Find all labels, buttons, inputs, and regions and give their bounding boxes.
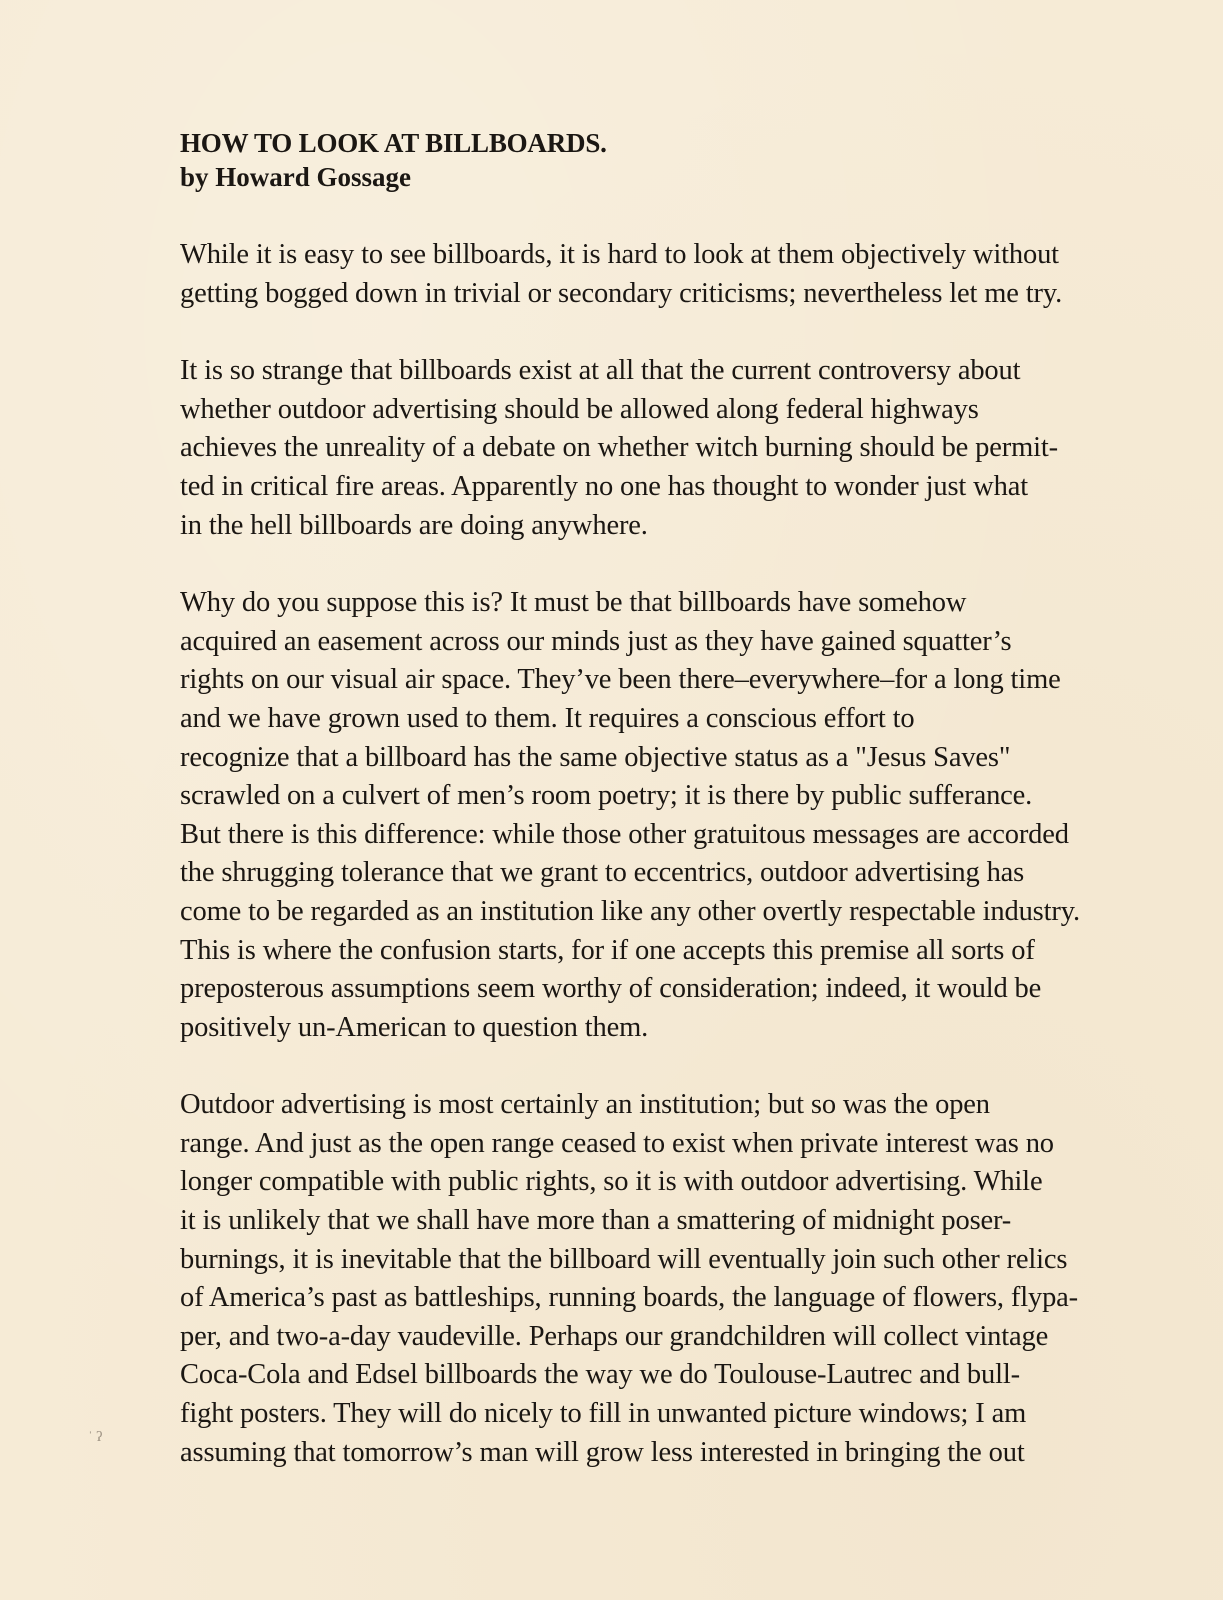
- text-line: But there is this difference: while those other gratuitous messages are accorded: [180, 818, 1069, 850]
- text-line: While it is easy to see billboards, it is hard to look at them objectively without: [180, 239, 1059, 270]
- article-title: HOW TO LOOK AT BILLBOARDS.: [180, 128, 607, 158]
- text-line: It is so strange that billboards exist at all that the current controversy about: [180, 355, 1021, 387]
- text-line: per, and two-a-day vaudeville. Perhaps our grandchildren will collect vintage: [180, 1320, 1049, 1352]
- text-line: the shrugging tolerance that we grant to eccentrics, outdoor advertising has: [180, 857, 1025, 889]
- body-paragraph: [180, 1086, 1120, 1472]
- text-line: achieves the unreality of a debate on whether witch burning should be permit-: [180, 432, 1058, 464]
- text-line: scrawled on a culvert of men’s room poetry; it is there by public sufferance.: [180, 780, 1033, 812]
- text-line: ted in critical fire areas. Apparently no one has thought to wonder just what: [180, 470, 1028, 502]
- text-line: come to be regarded as an institution like any other overtly respectable industry.: [180, 895, 1080, 927]
- body-paragraph: [180, 236, 1120, 313]
- text-line: and we have grown used to them. It requires a conscious effort to: [180, 702, 915, 734]
- text-line: in the hell billboards are doing anywhere.: [180, 509, 648, 541]
- text-line: preposterous assumptions seem worthy of consideration; indeed, it would be: [180, 973, 1042, 1005]
- article: [180, 126, 1120, 1511]
- text-line: whether outdoor advertising should be allowed along federal highways: [180, 393, 979, 425]
- body-paragraph: [180, 584, 1120, 1047]
- text-line: acquired an easement across our minds just as they have gained squatter’s: [180, 625, 1012, 657]
- text-line: Outdoor advertising is most certainly an institution; but so was the open: [180, 1089, 990, 1121]
- text-line: getting bogged down in trivial or secondary criticisms; nevertheless let me try.: [180, 277, 1063, 309]
- text-line: Coca-Cola and Edsel billboards the way we do Toulouse-Lautrec and bull-: [180, 1359, 1021, 1391]
- text-line: it is unlikely that we shall have more than a smattering of midnight poser-: [180, 1205, 1012, 1237]
- text-line: rights on our visual air space. They’ve been there–everywhere–for a long time: [180, 664, 1061, 696]
- body-paragraph: [180, 352, 1120, 545]
- text-line: This is where the confusion starts, for if one accepts this premise all sorts of: [180, 934, 1035, 966]
- article-body: [180, 236, 1120, 1472]
- text-line: of America’s past as battleships, running boards, the language of flowers, flypa-: [180, 1282, 1079, 1314]
- article-byline: by Howard Gossage: [180, 162, 412, 192]
- text-line: assuming that tomorrow’s man will grow less interested in bringing the out: [180, 1436, 1025, 1468]
- text-line: burnings, it is inevitable that the billboard will eventually join such other relics: [180, 1243, 1068, 1275]
- text-line: positively un-American to question them.: [180, 1011, 649, 1043]
- text-line: recognize that a billboard has the same objective status as a "Jesus Saves": [180, 741, 1011, 773]
- text-line: fight posters. They will do nicely to fill in unwanted picture windows; I am: [180, 1398, 1027, 1430]
- text-line: Why do you suppose this is? It must be that billboards have somehow: [180, 587, 967, 619]
- margin-pencil-mark: ˈ ʔ: [88, 1430, 103, 1445]
- text-line: longer compatible with public rights, so it is with outdoor advertising. While: [180, 1166, 1043, 1198]
- text-line: range. And just as the open range ceased to exist when private interest was no: [180, 1127, 1054, 1159]
